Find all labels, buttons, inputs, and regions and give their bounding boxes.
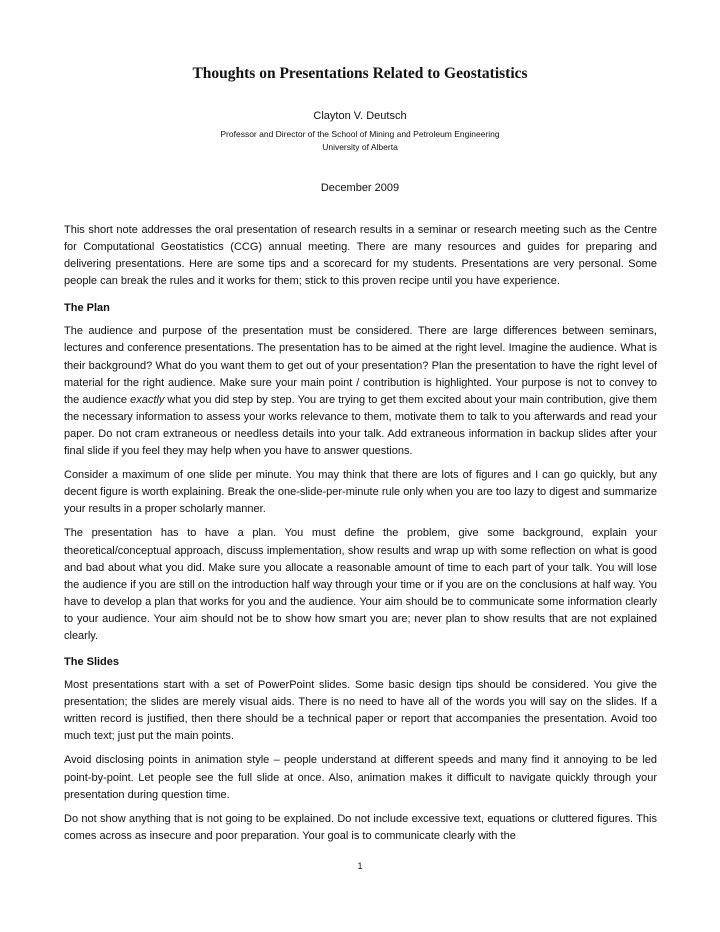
document-title: Thoughts on Presentations Related to Geostatistics (192, 65, 528, 82)
page-number: 1 (357, 861, 363, 871)
plan-paragraph-1 (64, 323, 657, 460)
plan-paragraph-1-emphasis: exactly (130, 393, 165, 406)
plan-paragraph-1-part-a: The audience and purpose of the presentation must be considered. There are large differences between seminars, lectures and conference presentations. The presentation has to be aimed at the right level. Imagine the audience. What is their background? What do you want them to get out of your presentation? Plan the presentation to have the right level of material for the right audience. Make sure your main point / contribution is highlighted. Your purpose is not to convey to the audience (64, 325, 657, 406)
intro-paragraph: This short note addresses the oral presentation of research results in a seminar or research meeting such as the Centre for Computational Geostatistics (CCG) annual meeting. There are many resources and guides for preparing and delivering presentations. Here are some tips and a scorecard for my students. Presentations are very personal. Some people can break the rules and it works for them; stick to this proven recipe until you have experience. (64, 224, 657, 288)
section-heading-plan: The Plan (64, 302, 110, 315)
document-body (64, 222, 657, 852)
author-university: University of Alberta (322, 142, 398, 152)
slides-paragraph-2: Avoid disclosing points in animation style – people understand at different speeds and many find it annoying to be led point-by-point. Let people see the full slide at once. Also, animation makes it difficult to navigate quickly through your presentation during question time. (64, 754, 657, 801)
slides-paragraph-1: Most presentations start with a set of PowerPoint slides. Some basic design tips should be considered. You give the presentation; the slides are merely visual aids. There is no need to have all of the words you will say on the slides. If a written record is justified, then there should be a technical paper or report that accompanies the presentation. Avoid too much text; just put the main points. (64, 679, 657, 743)
slides-paragraph-3: Do not show anything that is not going to be explained. Do not include excessive text, equations or cluttered figures. This comes across as insecure and poor preparation. Your goal is to communicate clearly with the (64, 812, 657, 842)
plan-paragraph-3: The presentation has to have a plan. You must define the problem, give some background, explain your theoretical/conceptual approach, discuss implementation, show results and wrap up with some reflection on what is good and bad about what you did. Make sure you allocate a reasonable amount of time to each part of your talk. You will lose the audience if you are still on the introduction half way through your time or if you are on the conclusions at half way. You have to develop a plan that works for you and the audience. Your aim should be to communicate some information clearly to your audience. Your aim should not be to show how smart you are; never plan to show results that are not explained clearly. (64, 527, 657, 642)
author-name: Clayton V. Deutsch (313, 110, 407, 122)
plan-paragraph-1-part-b: what you did step by step. You are trying to get them excited about your main contribution, give them the necessary information to assess your works relevance to them, motivate them to talk to you afterwards and read your paper. Do not cram extraneous or needless details into your talk. Add extraneous information in backup slides after your final slide if you feel they may help when you have to answer questions. (64, 393, 658, 458)
section-heading-slides: The Slides (64, 656, 120, 669)
author-affiliation: Professor and Director of the School of Mining and Petroleum Engineering (220, 129, 500, 139)
document-date: December 2009 (320, 182, 400, 194)
plan-paragraph-2: Consider a maximum of one slide per minute. You may think that there are lots of figures and I can go quickly, but any decent figure is worth explaining. Break the one-slide-per-minute rule only when you are too lazy to digest and summarize your results in a proper scholarly manner. (64, 469, 657, 516)
